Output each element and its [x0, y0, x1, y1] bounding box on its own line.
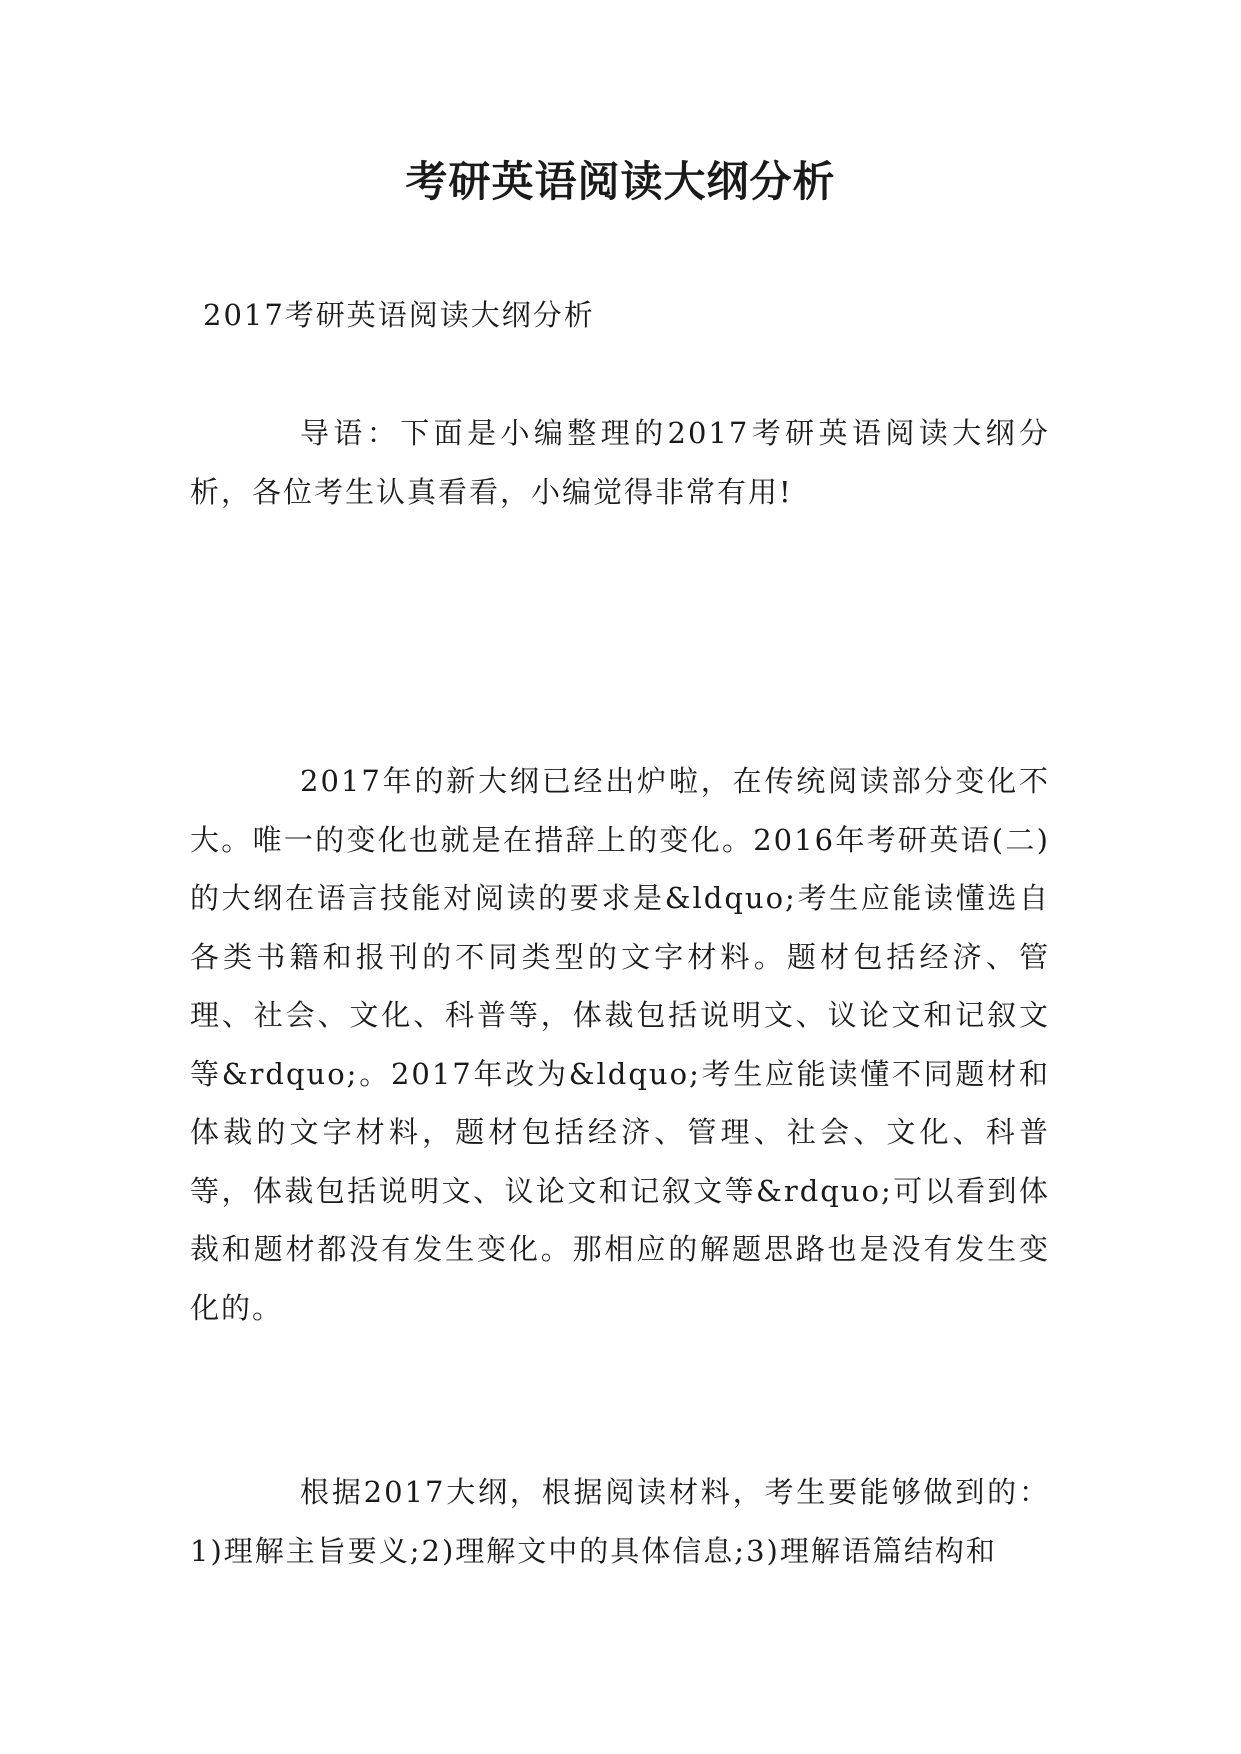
intro-paragraph: 导语：下面是小编整理的2017考研英语阅读大纲分析，各位考生认真看看，小编觉得非常有用! [190, 416, 1050, 509]
body-paragraph: 根据2017大纲，根据阅读材料，考生要能够做到的：1)理解主旨要义;2)理解文中的具体信息;3)理解语篇结构和 [190, 1475, 1050, 1568]
document-title: 考研英语阅读大纲分析 [405, 157, 836, 206]
body-paragraph: 2017年的新大纲已经出炉啦，在传统阅读部分变化不大。唯一的变化也就是在措辞上的变化。2016年考研英语(二)的大纲在语言技能对阅读的要求是&ldquo;考生应能读懂选自各类书籍和报刊的不同类型的文字材料。题材包括经济、管理、社会、文化、科普等，体裁包括说明文、议论文和记叙文等&rdquo;。2017年改为&ldquo;考生应能读懂不同题材和体裁的文字材料，题材包括经济、管理、社会、文化、科普等，体裁包括说明文、议论文和记叙文等&rdquo;可以看到体裁和题材都没有发生变化。那相应的解题思路也是没有发生变化的。 [190, 764, 1050, 1325]
document-subtitle: 2017考研英语阅读大纲分析 [203, 298, 595, 332]
